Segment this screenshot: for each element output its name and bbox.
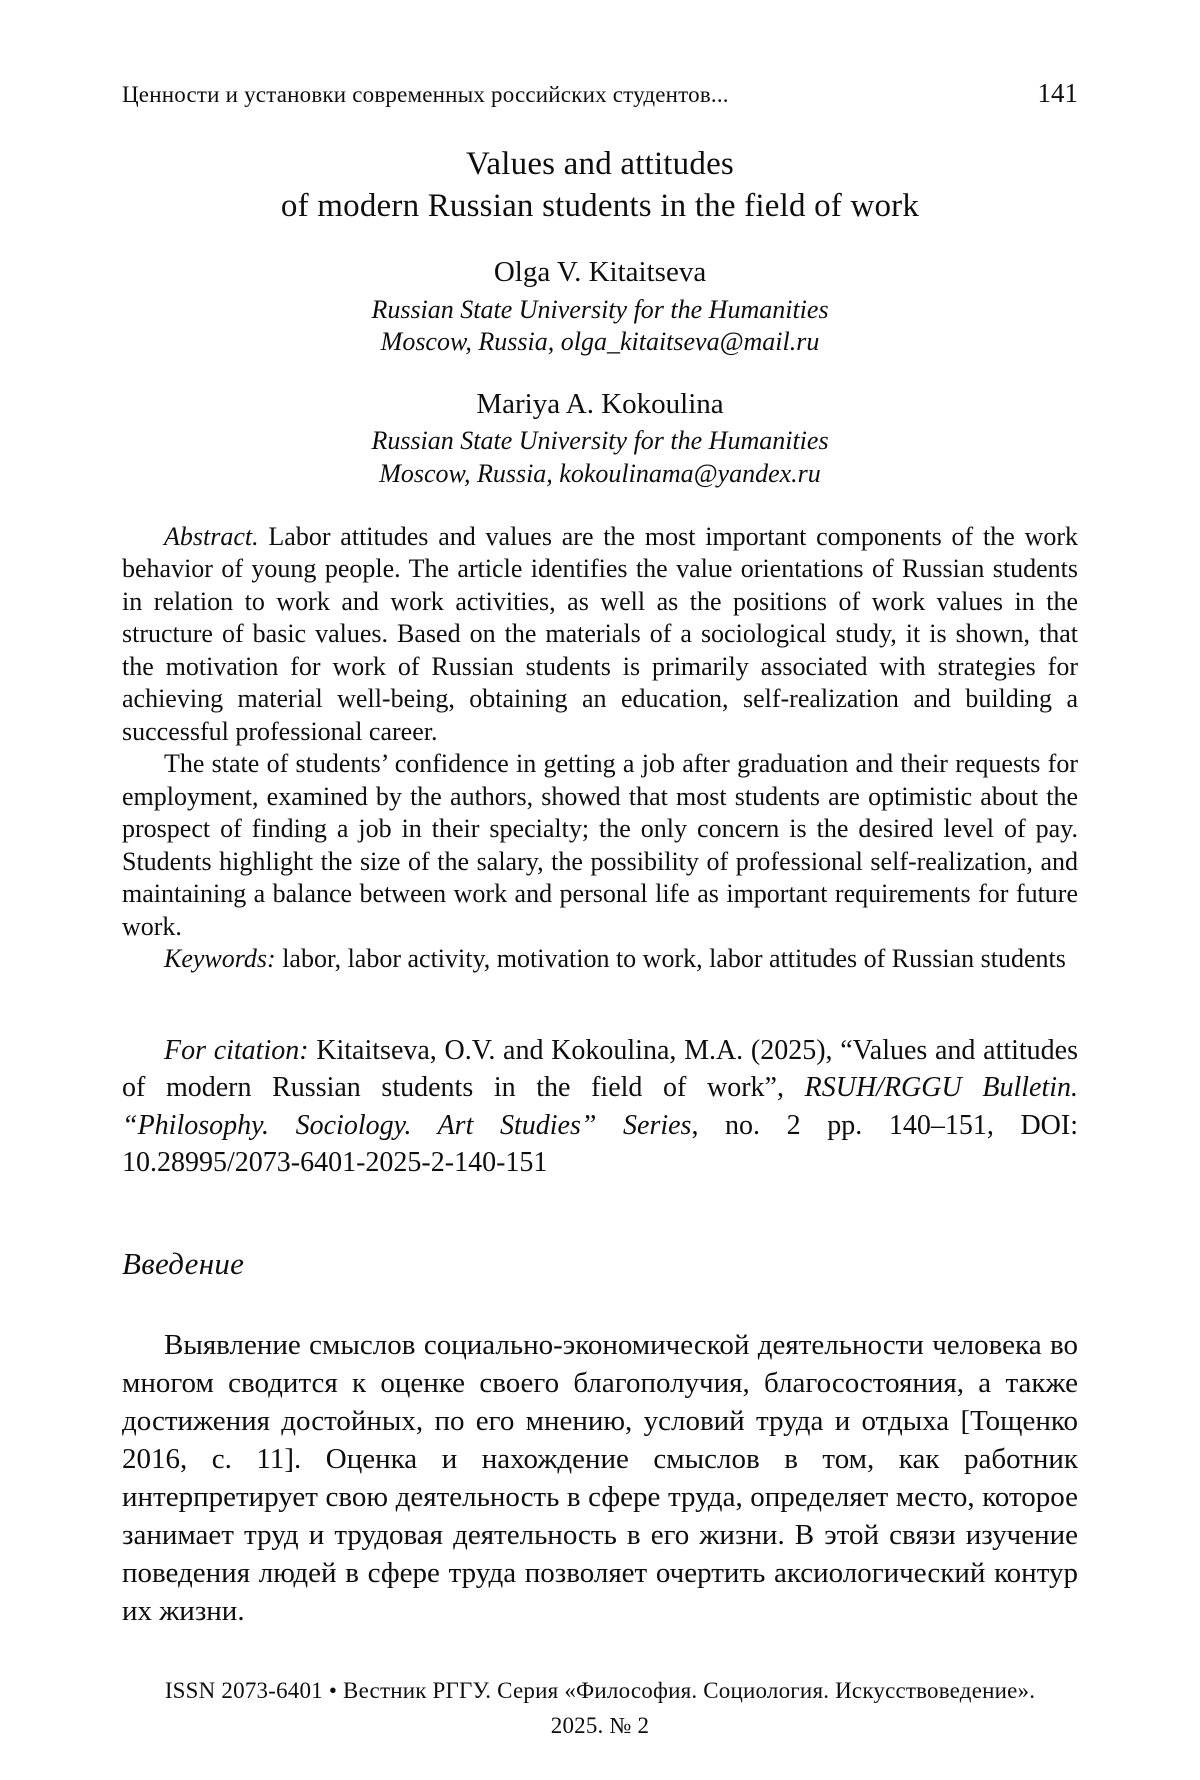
abstract-label: Abstract. [164, 521, 259, 551]
abstract-text-2: The state of students’ confidence in getting a job after graduation and their requests for employment, examined by the authors, showed that most students are optimistic about the prospect of finding a job in their specialty; the only concern is the desired level of pay. Students highlight the size of the salary, the possibility of professional self-realization, and maintaining a balance between work and personal life as important requirements for future work. [122, 749, 1078, 941]
author-name: Olga V. Kitaitseva [493, 256, 707, 289]
keywords-text: labor, labor activity, motivation to work, labor attitudes of Russian students [282, 944, 1066, 974]
section-heading-introduction: Введение [122, 1245, 245, 1281]
article-title [122, 143, 1078, 227]
colophon-line1: ISSN 2073-6401 • Вестник РГГУ. Серия «Философия. Социология. Искусствоведение». [164, 1677, 1036, 1703]
introduction-paragraph: Выявление смыслов социально-экономической деятельности человека во многом сводится к оценке своего благополучия, благосостояния, а также достижения достойных, по его мнению, условий труда и отдыха [Тощенко 2016, с. 11]. Оценка и нахождение смыслов в том, как работник интерпретирует свою деятельность в сфере труда, определяет место, которое занимает труд и трудовая деятельность в его жизни. В этой связи изучение поведения людей в сфере труда позволяет очертить аксиологический контур их жизни. [122, 1328, 1078, 1627]
article-title-line2: of modern Russian students in the field of work [280, 188, 920, 225]
citation-paragraph [122, 1032, 1078, 1182]
citation-text: Kitaitseva, O.V. and Kokoulina, M.A. (2025), “Values and attitudes of modern Russian students in the field of work”, [122, 1034, 1079, 1104]
author-contact: Moscow, Russia, olga_kitaitseva@mail.ru [380, 327, 820, 357]
author-contact: Moscow, Russia, kokoulinama@yandex.ru [379, 459, 821, 489]
article-title-line1: Values and attitudes [466, 146, 734, 182]
abstract-paragraph-2 [122, 748, 1078, 943]
abstract-paragraph-1 [122, 521, 1078, 749]
running-head [122, 78, 1078, 109]
citation-source: RSUH/RGGU Bulletin. “Philosophy. Sociology. Art Studies” Series [122, 1072, 1078, 1141]
abstract-text-1: Labor attitudes and values are the most important components of the work behavior of young people. The article identifies the value orientations of Russian students in relation to work and work activities, as well as the positions of work values in the structure of basic values. Based on the materials of a sociological study, it is shown, that the motivation for work of Russian students is primarily associated with strategies for achieving material well-being, obtaining an education, self-realization and building a successful professional career. [122, 521, 1079, 746]
keywords-paragraph [122, 943, 1078, 976]
page-number: 141 [1037, 78, 1078, 108]
journal-colophon [0, 1673, 1200, 1744]
running-head-title: Ценности и установки современных российских студентов... [122, 82, 729, 107]
author-name: Mariya A. Kokoulina [476, 388, 724, 421]
abstract-section [122, 521, 1078, 976]
author-affiliation: Russian State University for the Humanities [371, 426, 829, 456]
citation-tail: , no. 2 pp. 140–151, DOI: 10.28995/2073-6401-2025-2-140-151 [122, 1109, 1079, 1179]
keywords-label: Keywords: [164, 944, 276, 974]
author-affiliation: Russian State University for the Humanities [371, 294, 829, 324]
citation-label: For citation: [164, 1034, 309, 1066]
colophon-line2: 2025. № 2 [550, 1713, 650, 1739]
author-block-2 [122, 386, 1078, 491]
author-block-1 [122, 254, 1078, 359]
